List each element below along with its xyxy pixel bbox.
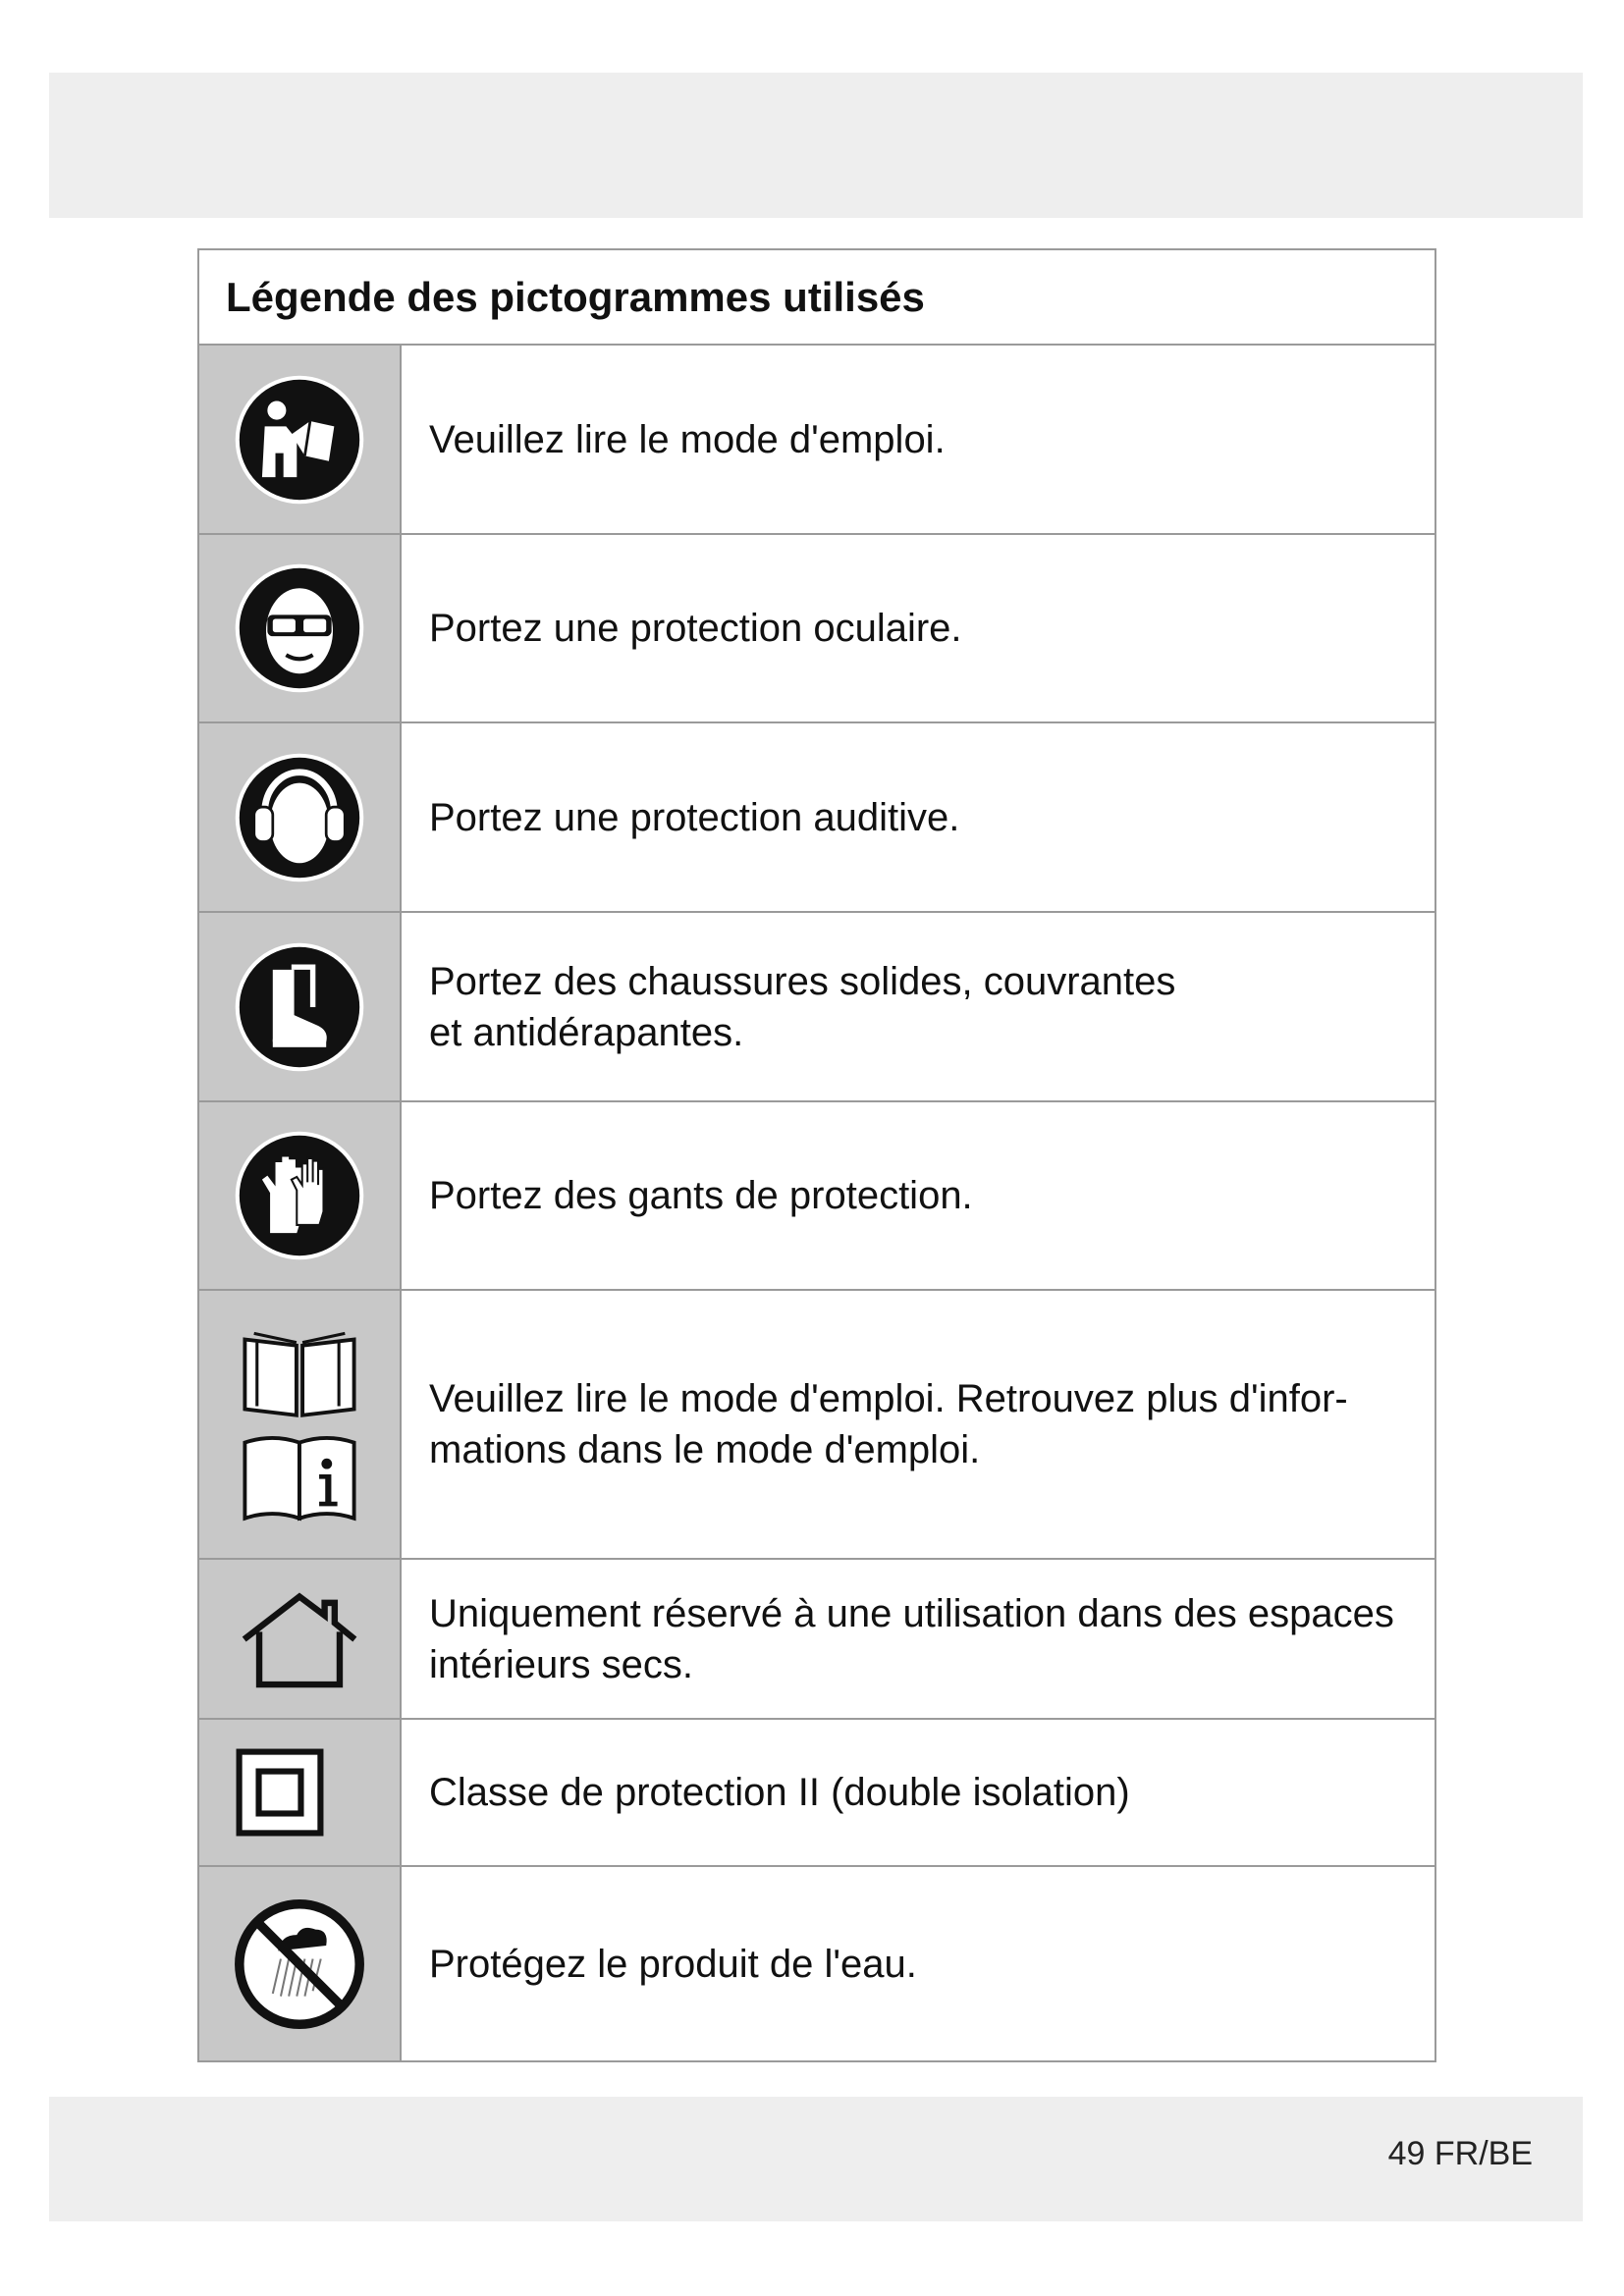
legend-text-line: Uniquement réservé à une utilisation dans des espaces xyxy=(429,1591,1394,1635)
legend-text xyxy=(402,1291,1435,1560)
read-manual-mandatory-icon xyxy=(233,373,366,507)
icon-cell xyxy=(199,1102,402,1291)
legend-text xyxy=(402,913,1435,1102)
hearing-protection-icon xyxy=(233,751,366,884)
footer-band xyxy=(49,2097,1583,2221)
eye-protection-icon xyxy=(233,561,366,695)
icon-cell xyxy=(199,346,402,535)
legend-text xyxy=(402,1560,1435,1720)
manual-info-icon xyxy=(239,1321,360,1527)
safety-boots-icon xyxy=(233,940,366,1074)
header-band xyxy=(49,73,1583,218)
protective-gloves-icon xyxy=(233,1129,366,1262)
legend-text-line: Protégez le produit de l'eau. xyxy=(429,1942,917,1986)
legend-text-line: Portez une protection auditive. xyxy=(429,795,960,839)
legend-text xyxy=(402,723,1435,913)
icon-cell xyxy=(199,1720,402,1867)
icon-cell xyxy=(199,535,402,723)
legend-text-line: Classe de protection II (double isolation) xyxy=(429,1771,1130,1814)
icon-cell xyxy=(199,1291,402,1560)
icon-cell xyxy=(199,913,402,1102)
pictogram-legend-table xyxy=(197,248,1436,2062)
icon-cell xyxy=(199,723,402,913)
no-water-icon xyxy=(233,1897,366,2031)
legend-text-line: Veuillez lire le mode d'emploi. Retrouvez plus d'infor- xyxy=(429,1377,1348,1420)
legend-text-line: intérieurs secs. xyxy=(429,1642,693,1686)
legend-title: Légende des pictogrammes utilisés xyxy=(199,250,1435,346)
icon-cell xyxy=(199,1867,402,2060)
icon-cell xyxy=(199,1560,402,1720)
legend-text-line: Portez une protection oculaire. xyxy=(429,607,962,650)
indoor-use-house-icon xyxy=(237,1588,362,1690)
legend-text xyxy=(402,1867,1435,2060)
legend-text xyxy=(402,1720,1435,1867)
legend-text xyxy=(402,1102,1435,1291)
legend-text-line: et antidérapantes. xyxy=(429,1010,744,1054)
page-number: 49 FR/BE xyxy=(1387,2135,1533,2172)
protection-class-2-icon xyxy=(235,1747,325,1838)
legend-text xyxy=(402,535,1435,723)
legend-text-line: mations dans le mode d'emploi. xyxy=(429,1428,981,1471)
legend-text xyxy=(402,346,1435,535)
legend-text-line: Veuillez lire le mode d'emploi. xyxy=(429,417,946,461)
legend-text-line: Portez des gants de protection. xyxy=(429,1174,973,1217)
legend-text-line: Portez des chaussures solides, couvrantes xyxy=(429,959,1176,1003)
